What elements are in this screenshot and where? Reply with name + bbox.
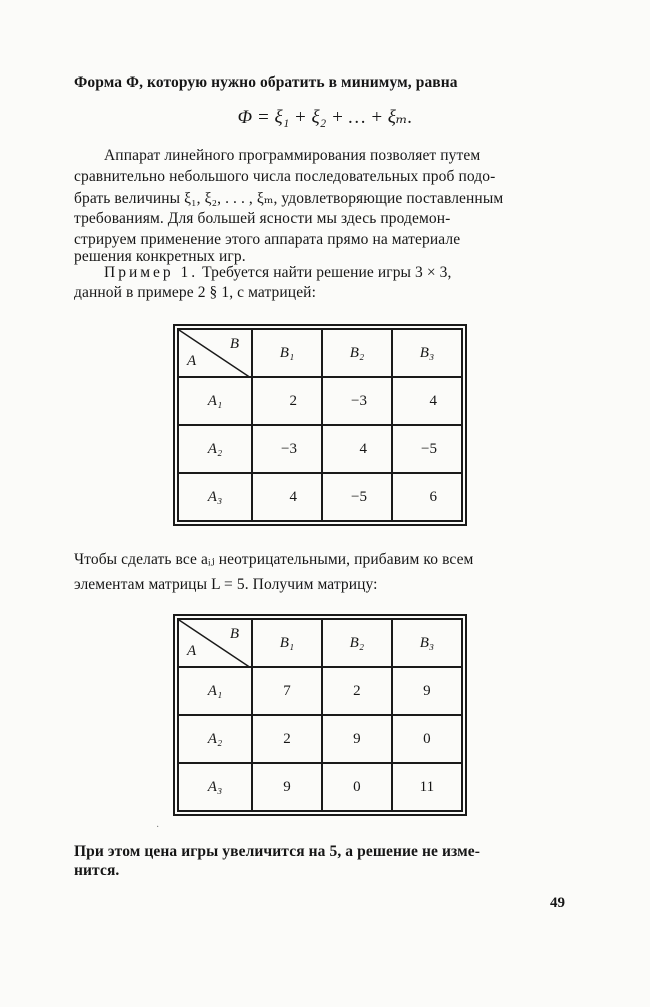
corner-cell xyxy=(178,329,252,377)
column-header: B₂ xyxy=(322,619,392,667)
table-cell: 0 xyxy=(322,763,392,811)
paragraph-line: Чтобы сделать все aᵢⱼ неотрицательными, прибавим ко всем xyxy=(74,551,474,568)
table-cell: 0 xyxy=(392,715,462,763)
table-cell: 4 xyxy=(252,473,322,521)
table-cell: 4 xyxy=(392,377,462,425)
intro-line: Форма Φ, которую нужно обратить в минимум, равна xyxy=(74,74,458,91)
table-cell: −3 xyxy=(252,425,322,473)
row-header: A₃ xyxy=(178,473,252,521)
corner-cell xyxy=(178,619,252,667)
table-cell: −5 xyxy=(392,425,462,473)
table-cell: 7 xyxy=(252,667,322,715)
matrix-table-1 xyxy=(177,328,463,522)
table-cell: 9 xyxy=(252,763,322,811)
scan-mark: · xyxy=(156,822,160,833)
example-line-2: данной в примере 2 § 1, с матрицей: xyxy=(74,284,316,301)
row-header: A₂ xyxy=(178,715,252,763)
row-header: A₃ xyxy=(178,763,252,811)
column-header: B₁ xyxy=(252,619,322,667)
column-header: B₁ xyxy=(252,329,322,377)
paragraph-line: При этом цена игры увеличится на 5, а решение не изме- xyxy=(74,843,481,860)
table-cell: −3 xyxy=(322,377,392,425)
table-row xyxy=(178,763,462,811)
example-text: Требуется найти решение игры 3 × 3, xyxy=(202,264,452,281)
table-cell: 2 xyxy=(252,715,322,763)
column-header: B₃ xyxy=(392,329,462,377)
row-header: A₁ xyxy=(178,667,252,715)
column-header: B₃ xyxy=(392,619,462,667)
formula: Φ = ξ₁ + ξ₂ + … + ξₘ. xyxy=(237,107,413,128)
table-cell: 2 xyxy=(322,667,392,715)
table-row xyxy=(178,715,462,763)
corner-b-label: B xyxy=(229,336,239,352)
paragraph-line: нится. xyxy=(74,862,120,879)
paragraph-line: решения конкретных игр. xyxy=(74,248,246,265)
table-cell: −5 xyxy=(322,473,392,521)
paragraph-line: требованиям. Для большей ясности мы здесь продемон- xyxy=(74,210,451,227)
table-cell: 4 xyxy=(322,425,392,473)
row-header: A₁ xyxy=(178,377,252,425)
table-row xyxy=(178,667,462,715)
table-cell: 11 xyxy=(392,763,462,811)
paragraph-line: сравнительно небольшого числа последовательных проб подо- xyxy=(74,168,496,185)
example-line xyxy=(104,264,604,282)
page-number: 49 xyxy=(550,895,565,911)
paragraph-line: Аппарат линейного программирования позволяет путем xyxy=(104,147,481,164)
table-cell: 6 xyxy=(392,473,462,521)
table-cell: 2 xyxy=(252,377,322,425)
table-cell: 9 xyxy=(392,667,462,715)
paragraph-line: стрируем применение этого аппарата прямо на материале xyxy=(74,231,461,248)
paragraph-line: брать величины ξ₁, ξ₂, . . . , ξₘ, удовлетворяющие поставленным xyxy=(74,190,504,207)
matrix-table-2 xyxy=(177,618,463,812)
row-header: A₂ xyxy=(178,425,252,473)
table-cell: 9 xyxy=(322,715,392,763)
table-row xyxy=(178,425,462,473)
table-row xyxy=(178,473,462,521)
paragraph-line: элементам матрицы L = 5. Получим матрицу: xyxy=(74,576,378,593)
corner-a-label: A xyxy=(187,643,197,659)
corner-b-label: B xyxy=(229,626,239,642)
table-row xyxy=(178,377,462,425)
corner-a-label: A xyxy=(187,353,197,369)
example-label: Пример 1. xyxy=(104,264,199,281)
column-header: B₂ xyxy=(322,329,392,377)
